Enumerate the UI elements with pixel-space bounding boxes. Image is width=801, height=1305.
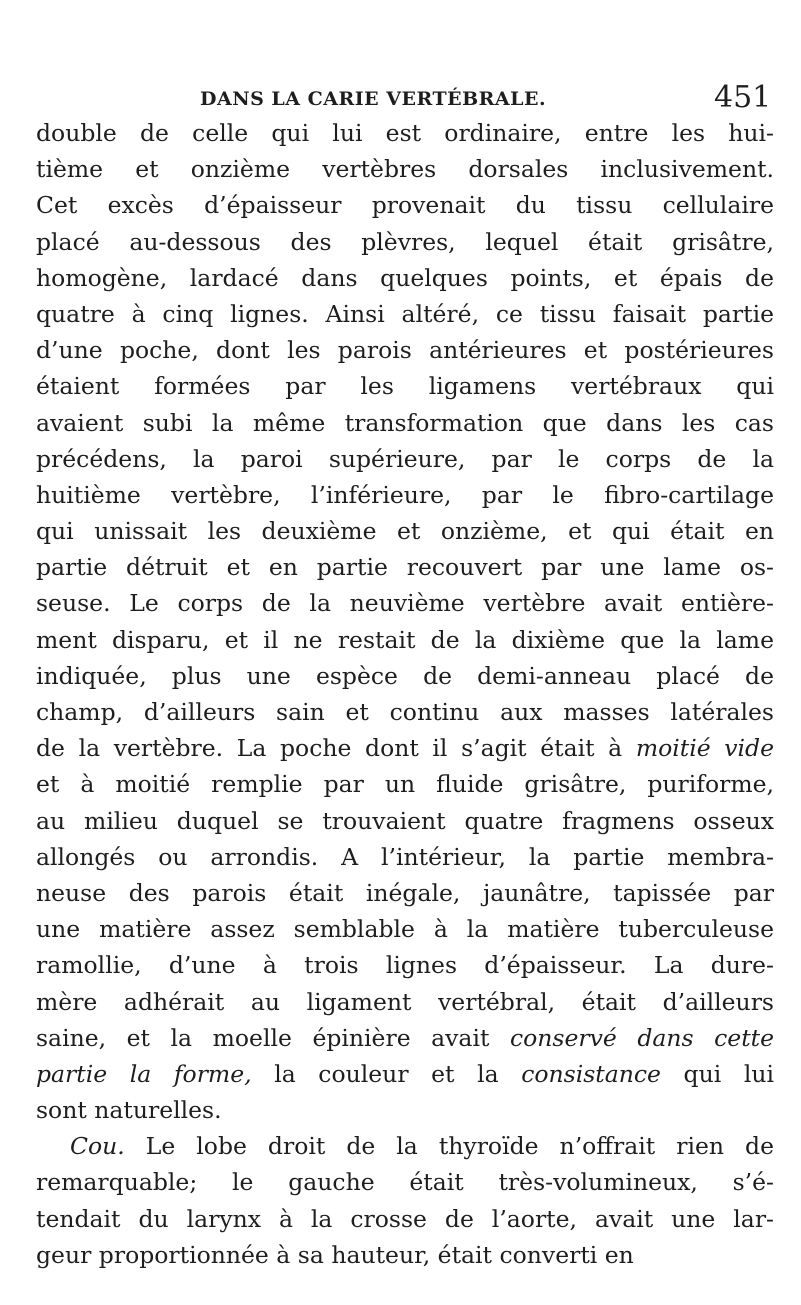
text-segment: neuse des parois était inégale, jaunâtre, tapissée par — [36, 878, 774, 907]
text-segment: une matière assez semblable à la matière tuberculeuse — [36, 915, 774, 944]
text-line — [36, 224, 774, 260]
text-segment: geur proportionnée à sa hauteur, était converti en — [36, 1240, 634, 1269]
text-segment: ramollie, d’une à trois lignes d’épaisseur. La dure- — [36, 951, 774, 980]
text-segment: champ, d’ailleurs sain et continu aux masses latérales — [36, 698, 774, 726]
text-segment: la couleur et la — [251, 1059, 522, 1088]
text-line — [36, 1201, 774, 1237]
text-line — [36, 984, 774, 1020]
text-line — [36, 441, 774, 477]
text-segment: sont naturelles. — [36, 1096, 222, 1125]
text-line — [36, 694, 774, 730]
text-line — [36, 260, 774, 296]
body-text — [36, 115, 774, 1273]
text-line — [36, 1056, 774, 1092]
text-segment: partie détruit et en partie recouvert par une lame os- — [36, 553, 774, 582]
text-line — [36, 187, 774, 223]
text-line — [36, 151, 774, 187]
text-line — [36, 115, 774, 151]
text-segment: tendait du larynx à la crosse de l’aorte, avait une lar- — [36, 1204, 774, 1233]
text-segment: au milieu duquel se trouvaient quatre fragmens osseux — [36, 806, 774, 835]
text-segment: avaient subi la même transformation que dans les cas — [36, 408, 774, 437]
text-line — [36, 1092, 774, 1128]
text-line — [36, 911, 774, 947]
text-line — [36, 622, 774, 658]
text-line — [36, 730, 774, 766]
text-segment: Le lobe droit de la thyroïde n’offrait rien de — [124, 1132, 774, 1161]
text-line — [36, 947, 774, 983]
text-segment: homogène, lardacé dans quelques points, et épais de — [36, 263, 774, 292]
text-line — [36, 549, 774, 585]
text-segment: précédens, la paroi supérieure, par le corps de la — [36, 444, 774, 473]
text-line — [36, 405, 774, 441]
text-line — [36, 1020, 774, 1056]
text-line — [36, 296, 774, 332]
text-line — [36, 477, 774, 513]
text-segment: mère adhérait au ligament vertébral, était d’ailleurs — [36, 987, 774, 1016]
italic-text: partie la forme, — [36, 1059, 252, 1088]
italic-text: Cou. — [70, 1132, 125, 1161]
text-segment: indiquée, plus une espèce de demi-anneau placé de — [36, 661, 774, 690]
text-line — [36, 513, 774, 549]
text-segment: quatre à cinq lignes. Ainsi altéré, ce tissu faisait partie — [36, 299, 774, 328]
text-line — [36, 368, 774, 404]
running-title: DANS LA CARIE VERTÉBRALE. — [200, 88, 547, 110]
running-header — [0, 80, 801, 120]
text-line — [36, 803, 774, 839]
text-segment: huitième vertèbre, l’inférieure, par le fibro-cartilage — [36, 480, 774, 509]
text-segment: placé au-dessous des plèvres, lequel était grisâtre, — [36, 227, 774, 256]
text-line — [36, 766, 774, 802]
text-segment: et à moitié remplie par un fluide grisâtre, puriforme, — [36, 770, 774, 799]
text-line — [36, 1164, 774, 1200]
text-line — [36, 839, 774, 875]
text-line — [36, 585, 774, 621]
italic-text: moitié vide — [635, 734, 774, 763]
text-line — [36, 658, 774, 694]
text-segment: d’une poche, dont les parois antérieures et postérieures — [36, 336, 774, 365]
text-segment: tième et onzième vertèbres dorsales inclusivement. — [36, 155, 774, 184]
text-segment: seuse. Le corps de la neuvième vertèbre avait entière- — [36, 589, 774, 618]
text-segment: double de celle qui lui est ordinaire, entre les hui- — [36, 119, 774, 147]
text-segment: Cet excès d’épaisseur provenait du tissu cellulaire — [36, 191, 774, 220]
text-line — [36, 875, 774, 911]
text-line — [36, 1237, 774, 1273]
text-segment: allongés ou arrondis. A l’intérieur, la partie membra- — [36, 842, 774, 871]
text-line — [36, 332, 774, 368]
text-segment: ment disparu, et il ne restait de la dixième que la lame — [36, 625, 774, 654]
text-segment: qui lui — [660, 1059, 774, 1088]
text-segment: de la vertèbre. La poche dont il s’agit était à — [36, 734, 636, 763]
page-number: 451 — [714, 80, 772, 115]
text-segment: qui unissait les deuxième et onzième, et qui était en — [36, 517, 774, 546]
text-segment: remarquable; le gauche était très-volumineux, s’é- — [36, 1168, 774, 1197]
italic-text: conservé dans cette — [509, 1023, 774, 1052]
italic-text: consistance — [521, 1059, 661, 1088]
text-segment: étaient formées par les ligamens vertébraux qui — [36, 372, 774, 401]
text-segment: saine, et la moelle épinière avait — [36, 1023, 510, 1052]
text-line — [36, 1128, 774, 1164]
